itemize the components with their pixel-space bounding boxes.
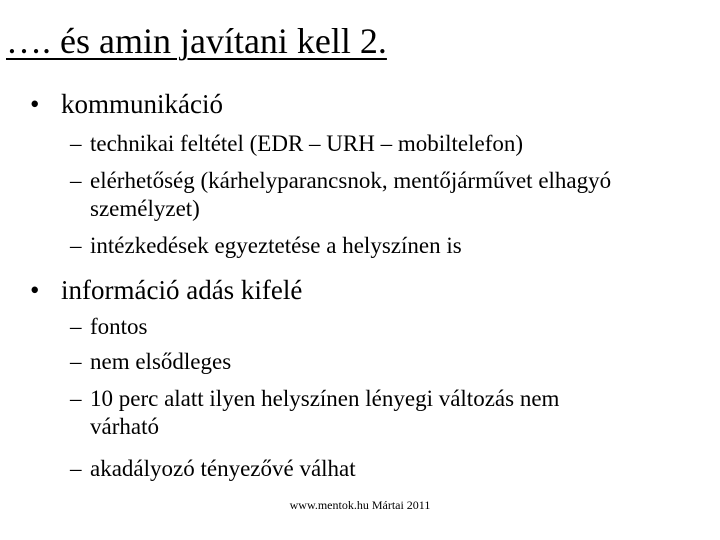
dash-icon: – — [70, 131, 82, 156]
sub-item-text: fontos — [90, 314, 148, 339]
dash-icon: – — [70, 386, 82, 411]
slide-footer: www.mentok.hu Mártai 2011 — [289, 498, 431, 512]
sub-item-text: nem elsődleges — [90, 349, 232, 374]
bullet-heading: kommunikáció — [61, 89, 223, 119]
sub-item-text: technikai feltétel (EDR – URH – mobiltelefon) — [90, 131, 524, 156]
sub-item — [70, 313, 710, 341]
bullet-kommunikacio — [30, 88, 223, 120]
sub-item-text: 10 perc alatt ilyen helyszínen lényegi változás nem várható — [90, 386, 560, 439]
sub-item — [70, 348, 710, 376]
slide-title: …. és amin javítani kell 2. — [6, 21, 387, 61]
bullet-informacio-adas — [30, 274, 302, 306]
dash-icon: – — [70, 349, 82, 374]
bullet-icon: • — [30, 89, 40, 119]
sub-item — [70, 385, 630, 441]
dash-icon: – — [70, 233, 82, 258]
sub-item — [70, 232, 710, 260]
bullet-heading: információ adás kifelé — [61, 275, 303, 305]
sub-item-text: akadályozó tényezővé válhat — [90, 456, 356, 481]
sub-item — [70, 455, 710, 483]
dash-icon: – — [70, 168, 82, 193]
dash-icon: – — [70, 456, 82, 481]
sub-item — [70, 130, 710, 158]
dash-icon: – — [70, 314, 82, 339]
bullet-icon: • — [30, 275, 40, 305]
sub-item-text: intézkedések egyeztetése a helyszínen is — [90, 233, 462, 258]
sub-item-text: elérhetőség (kárhelyparancsnok, mentőjárművet elhagyó személyzet) — [90, 168, 612, 221]
sub-item — [70, 167, 670, 223]
